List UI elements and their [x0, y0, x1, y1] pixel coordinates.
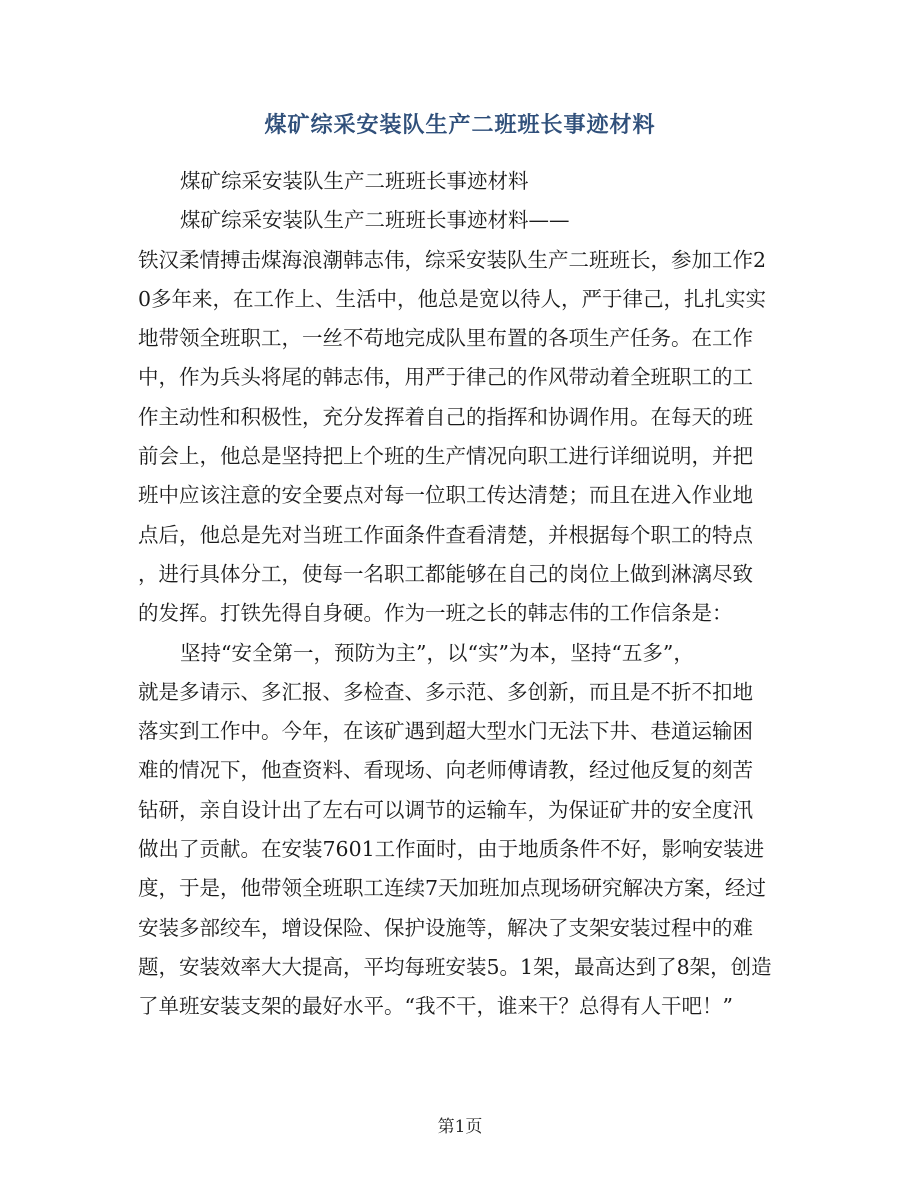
text-line: 作主动性和积极性，充分发挥着自己的指挥和协调作用。在每天的班	[138, 404, 753, 429]
text-line: 落实到工作中。今年，在该矿遇到超大型水门无法下井、巷道运输困	[138, 719, 753, 744]
text-line: 前会上，他总是坚持把上个班的生产情况向职工进行详细说明，并把	[138, 444, 753, 469]
text-line: 0多年来，在工作上、生活中，他总是宽以待人，严于律己，扎扎实实	[138, 286, 767, 311]
document-body	[138, 162, 778, 1027]
text-line: 中，作为兵头将尾的韩志伟，用严于律己的作风带动着全班职工的工	[138, 365, 753, 390]
text-line: 钻研，亲自设计出了左右可以调节的运输车，为保证矿井的安全度汛	[138, 797, 753, 822]
text-line: 难的情况下，他查资料、看现场、向老师傅请教，经过他反复的刻苦	[138, 758, 753, 783]
text-line: 的发挥。打铁先得自身硬。作为一班之长的韩志伟的工作信条是：	[138, 601, 733, 626]
text-line: 点后，他总是先对当班工作面条件查看清楚，并根据每个职工的特点	[138, 522, 753, 547]
text-line: 安装多部绞车，增设保险、保护设施等，解决了支架安装过程中的难	[138, 915, 753, 940]
text-line: 坚持“安全第一，预防为主”，以“实”为本，坚持“五多”，	[180, 640, 694, 665]
document-title: 煤矿综采安装队生产二班班长事迹材料	[264, 112, 656, 138]
text-line: 题，安装效率大大提高，平均每班安装5。1架，最高达到了8架，创造	[138, 954, 772, 979]
text-line: 铁汉柔情搏击煤海浪潮韩志伟，综采安装队生产二班班长，参加工作2	[138, 247, 767, 272]
text-line: 了单班安装支架的最好水平。“我不干，谁来干？总得有人干吧！”	[138, 994, 733, 1019]
text-line: 班中应该注意的安全要点对每一位职工传达清楚；而且在进入作业地	[138, 483, 753, 508]
text-line: ，进行具体分工，使每一名职工都能够在自己的岗位上做到淋漓尽致	[138, 561, 753, 586]
text-line: 度，于是，他带领全班职工连续7天加班加点现场研究解决方案，经过	[138, 876, 767, 901]
text-line: 做出了贡献。在安装7601工作面时，由于地质条件不好，影响安装进	[138, 837, 765, 862]
text-line: 地带领全班职工，一丝不苟地完成队里布置的各项生产任务。在工作	[138, 326, 753, 351]
text-line: 煤矿综采安装队生产二班班长事迹材料	[180, 169, 529, 193]
text-line: 就是多请示、多汇报、多检查、多示范、多创新，而且是不折不扣地	[138, 679, 753, 704]
text-line: 煤矿综采安装队生产二班班长事迹材料——	[180, 208, 570, 233]
page-number: 第1页	[437, 1117, 483, 1137]
